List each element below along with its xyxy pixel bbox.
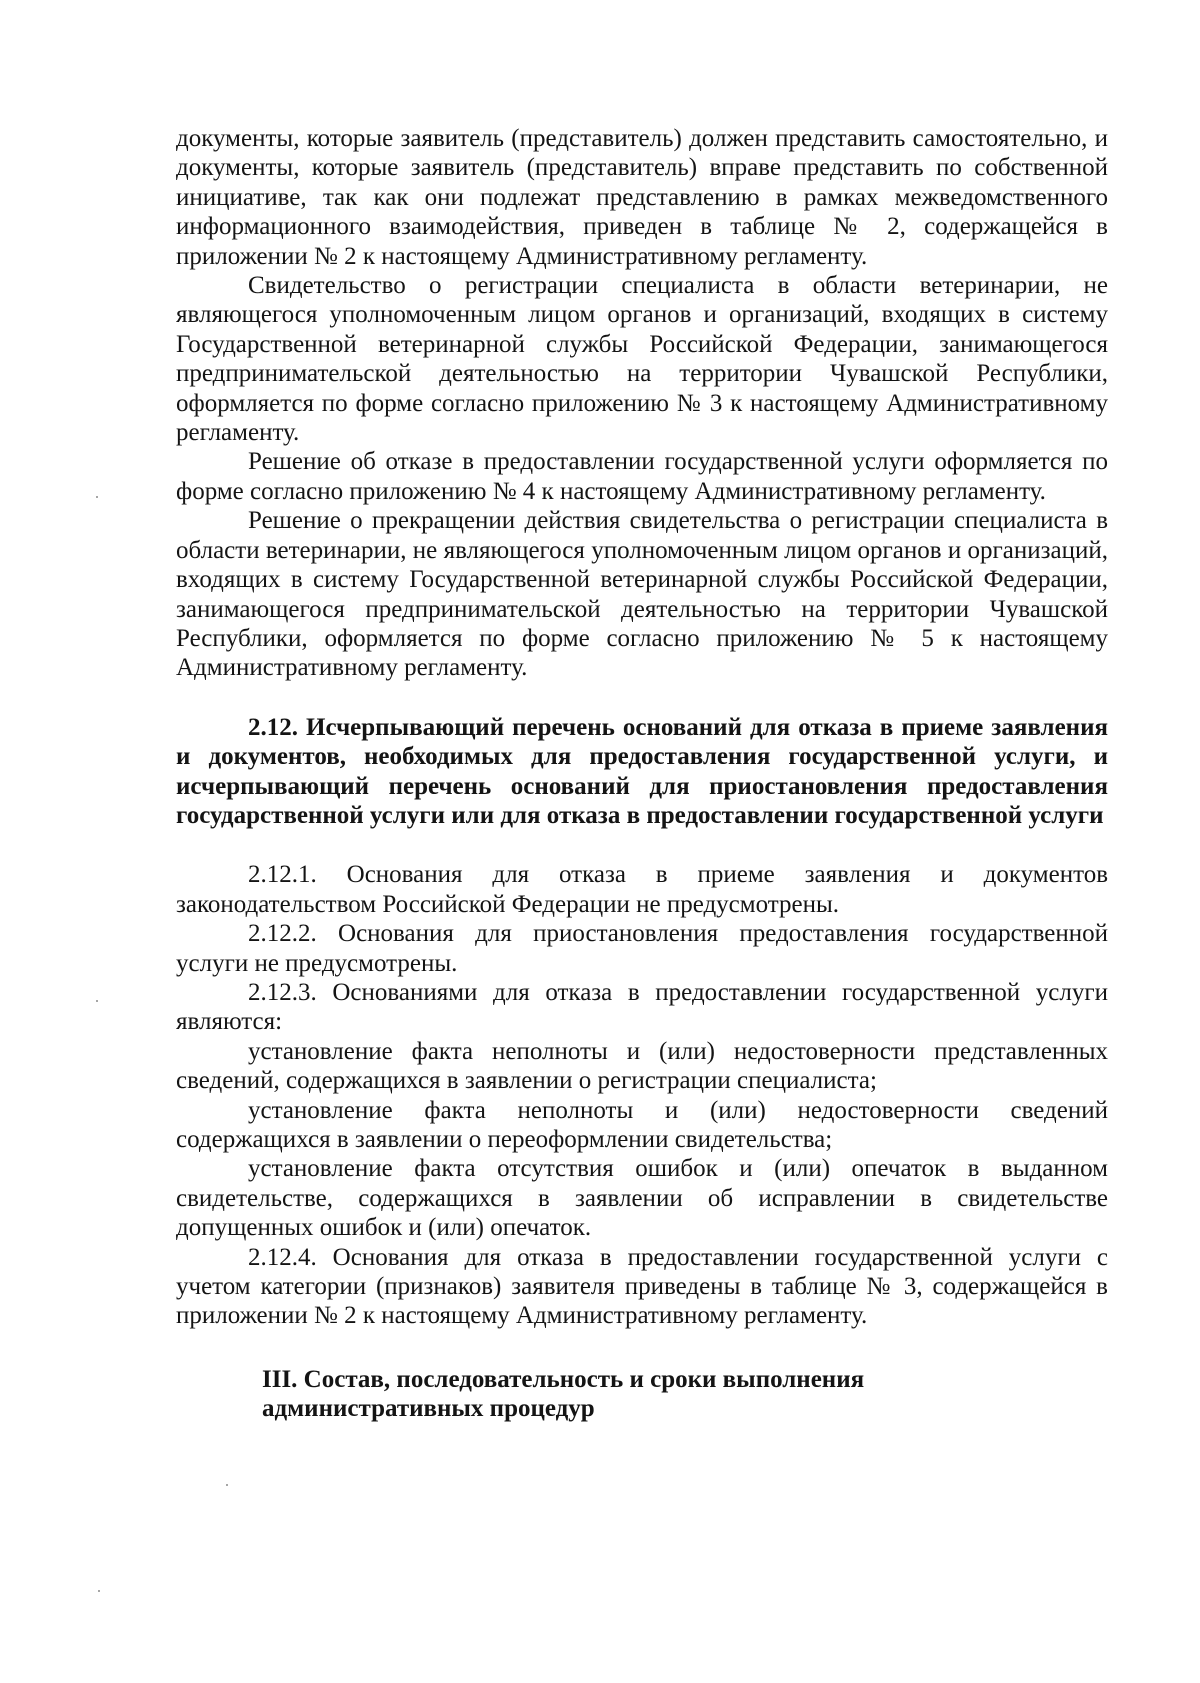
section-heading-2-12: 2.12. Исчерпывающий перечень оснований для отказа в приеме заявления и документов, необходимых для предоставления государственной услуги, и исчерпывающий перечень оснований для приостановления предоставления государственной услуги или для отказа в предоставлении государственной услуги bbox=[176, 713, 1108, 829]
spacer bbox=[176, 1331, 1108, 1365]
scan-speck bbox=[98, 1590, 100, 1592]
section-title-3-line1: III. Состав, последовательность и сроки выполнения bbox=[262, 1365, 865, 1393]
paragraph-documents-list: документы, которые заявитель (представитель) должен представить самостоятельно, и документы, которые заявитель (представитель) вправе представить по собственной инициативе, так как они подлежат представлению в рамках межведомственного информационного взаимодействия, приведен в таблице № 2, содержащейся в приложении № 2 к настоящему Административному регламенту. bbox=[176, 125, 1108, 270]
scan-speck bbox=[96, 1000, 98, 1002]
list-item-incomplete-registration: установление факта неполноты и (или) недостоверности представленных сведений, содержащихся в заявлении о регистрации специалиста; bbox=[176, 1037, 1108, 1095]
paragraph-2-12-4: 2.12.4. Основания для отказа в предоставлении государственной услуги с учетом категории (признаков) заявителя приведены в таблице № 3, содержащейся в приложении № 2 к настоящему Административному регламенту. bbox=[176, 1243, 1108, 1330]
section-title-3 bbox=[176, 1365, 1108, 1424]
paragraph-certificate-form: Свидетельство о регистрации специалиста в области ветеринарии, не являющегося уполномоченным лицом органов и организаций, входящих в систему Государственной ветеринарной службы Российской Федерации, занимающегося предпринимательской деятельностью на территории Чувашской Республики, оформляется по форме согласно приложению № 3 к настоящему Административному регламенту. bbox=[176, 272, 1108, 447]
list-item-no-errors: установление факта отсутствия ошибок и (или) опечаток в выданном свидетельстве, содержащихся в заявлении об исправлении в свидетельстве допущенных ошибок и (или) опечаток. bbox=[176, 1155, 1108, 1242]
document-body bbox=[176, 124, 1108, 1424]
paragraph-2-12-1: 2.12.1. Основания для отказа в приеме заявления и документов законодательством Российской Федерации не предусмотрены. bbox=[176, 861, 1108, 918]
spacer bbox=[176, 683, 1108, 713]
paragraph-2-12-3: 2.12.3. Основаниями для отказа в предоставлении государственной услуги являются: bbox=[176, 978, 1108, 1036]
list-item-incomplete-reissue: установление факта неполноты и (или) недостоверности сведений содержащихся в заявлении о переоформлении свидетельства; bbox=[176, 1096, 1108, 1153]
scan-speck bbox=[226, 1484, 228, 1486]
paragraph-2-12-2: 2.12.2. Основания для приостановления предоставления государственной услуги не предусмотрены. bbox=[176, 920, 1108, 977]
paragraph-refusal-form: Решение об отказе в предоставлении государственной услуги оформляется по форме согласно приложению № 4 к настоящему Административному регламенту. bbox=[176, 448, 1108, 505]
section-title-3-line2: административных процедур bbox=[262, 1395, 595, 1423]
paragraph-termination-form: Решение о прекращении действия свидетельства о регистрации специалиста в области ветеринарии, не являющегося уполномоченным лицом органов и организаций, входящих в систему Государственной ветеринарной службы Российской Федерации, занимающегося предпринимательской деятельностью на территории Чувашской Республики, оформляется по форме согласно приложению № 5 к настоящему Административному регламенту. bbox=[176, 507, 1108, 682]
spacer bbox=[176, 830, 1108, 860]
scan-speck bbox=[96, 496, 98, 498]
